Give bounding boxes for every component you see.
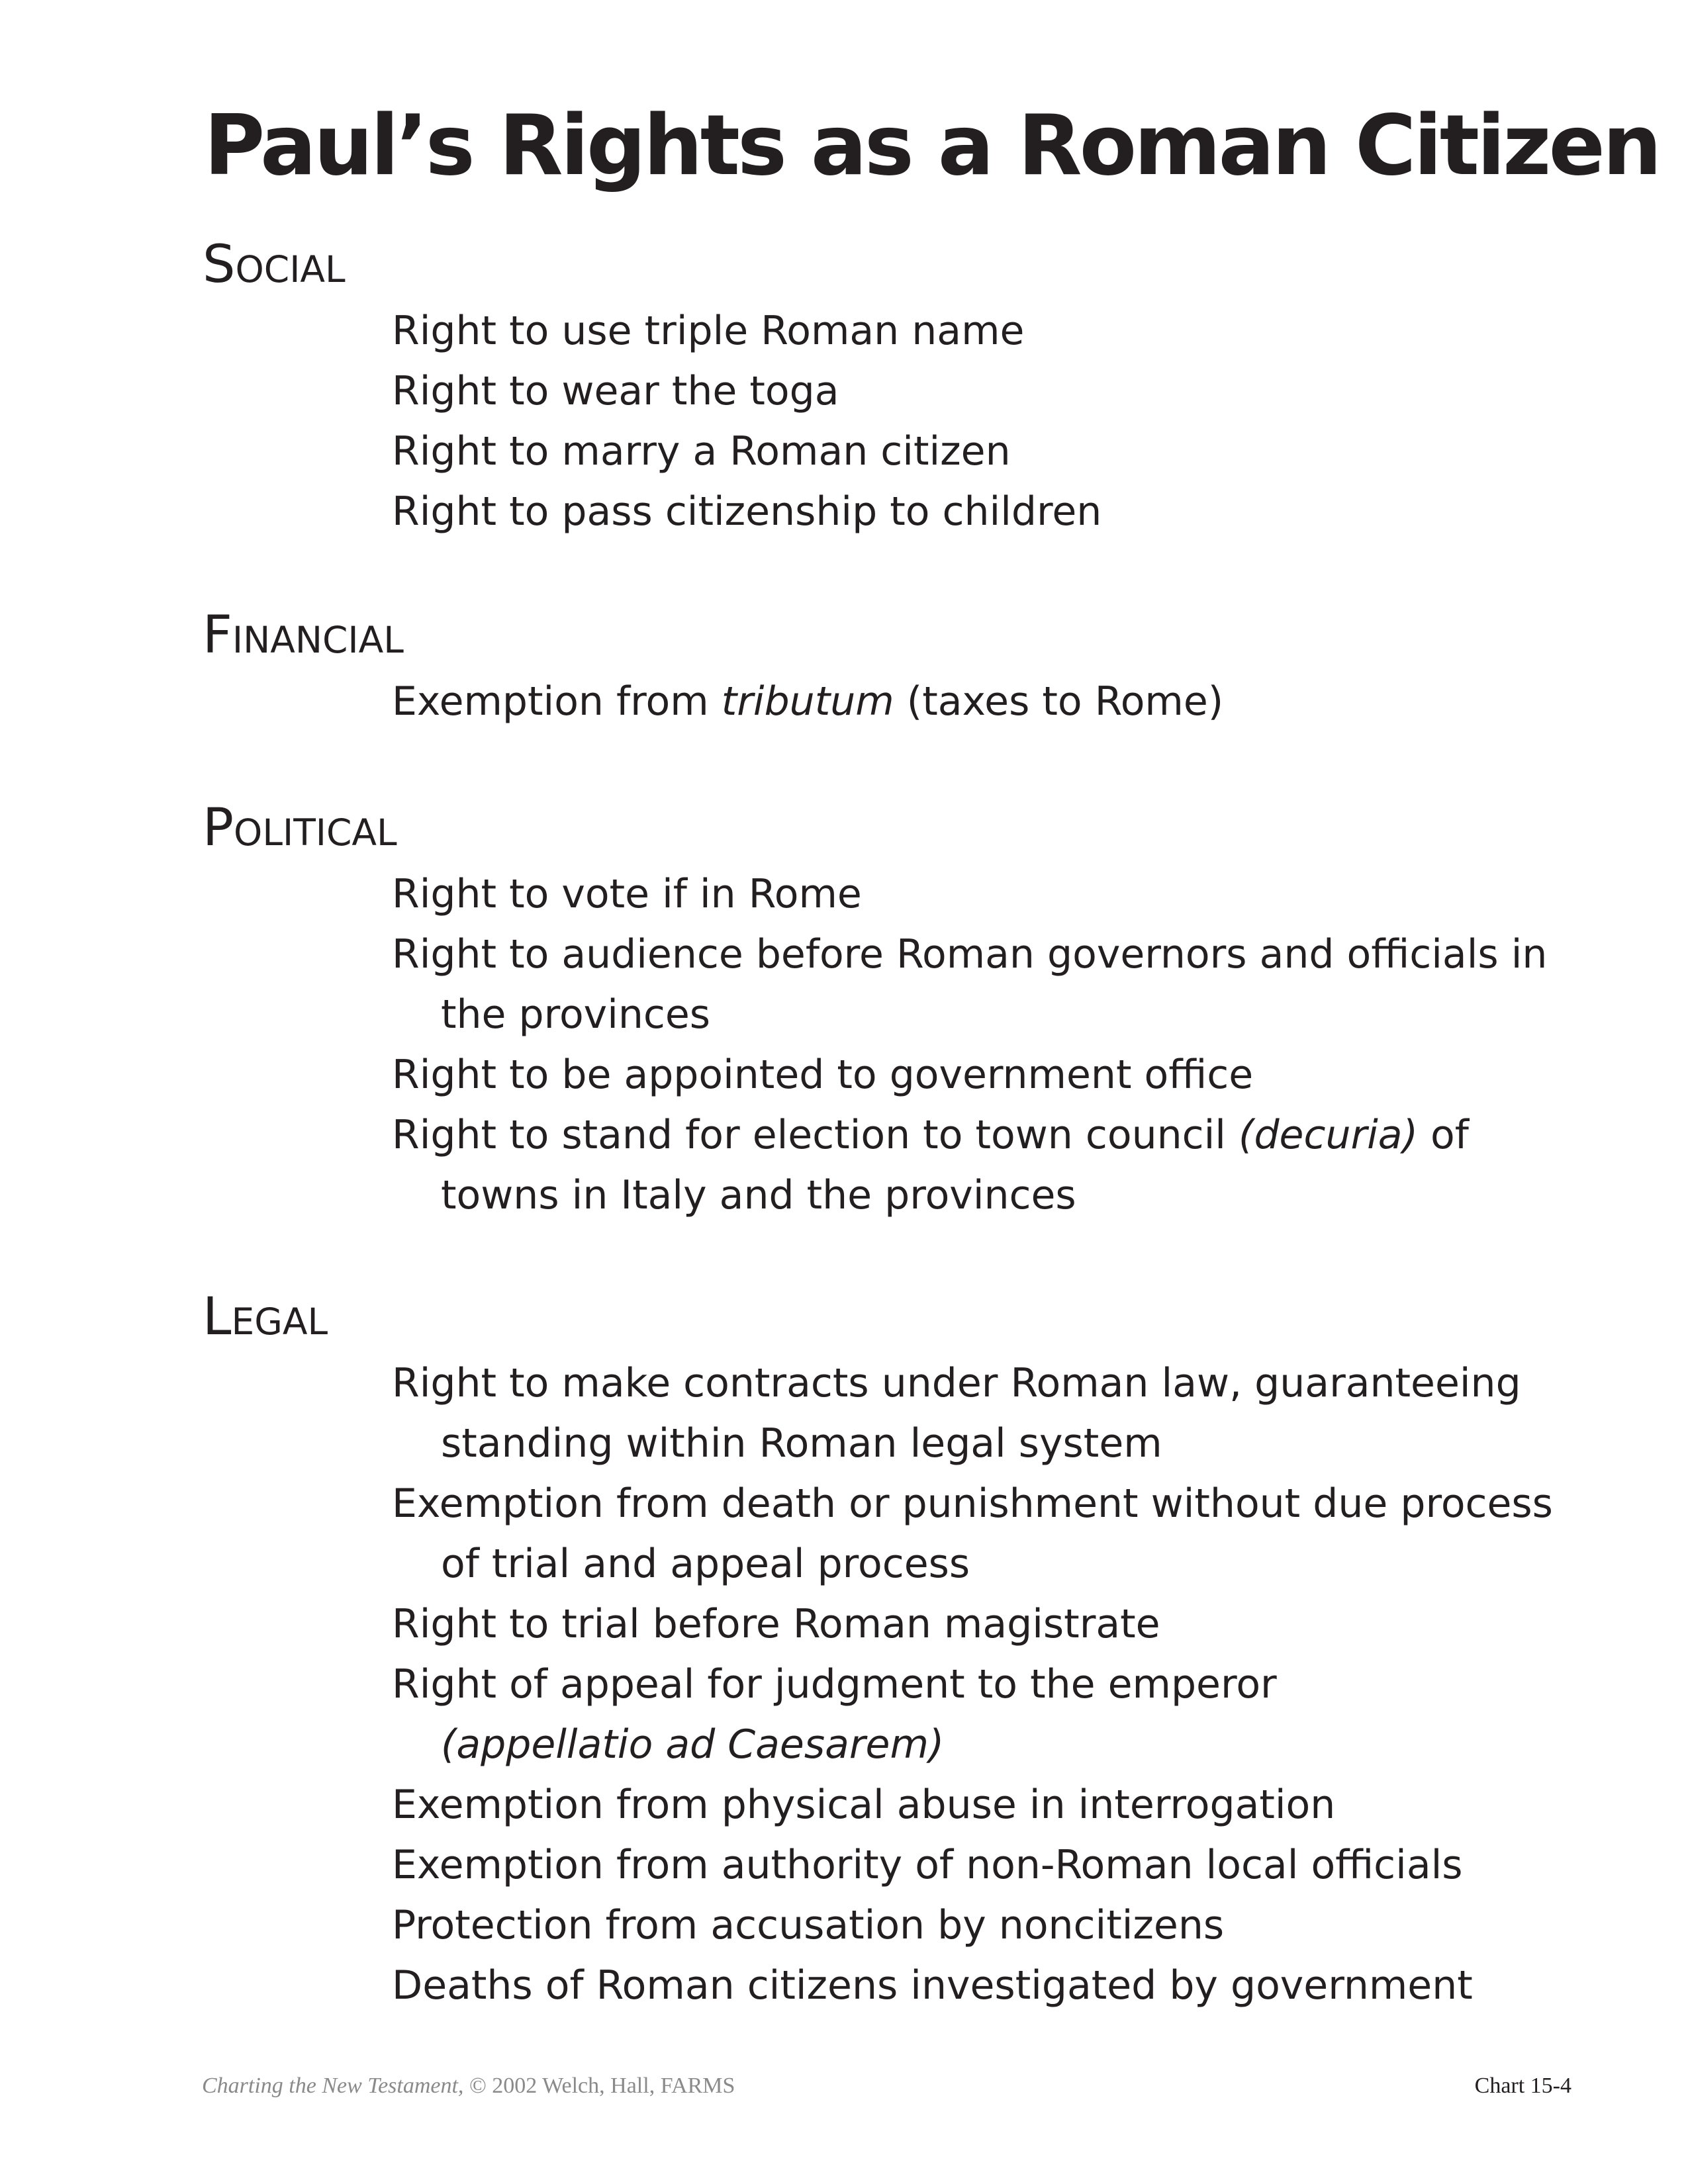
list-item: Right of appeal for judgment to the emperor (appellatio ad Caesarem): [392, 1661, 1277, 1768]
rights-list: [203, 301, 1593, 542]
list-item: Exemption from death or punishment without due process of trial and appeal process: [392, 1480, 1553, 1587]
list-item: Right to use triple Roman name: [392, 308, 1025, 354]
section-heading: Social: [203, 235, 346, 295]
list-item: Protection from accusation by noncitizens: [392, 1902, 1225, 1948]
latin-term: tributum: [721, 678, 894, 725]
list-item: Right to be appointed to government office: [392, 1052, 1254, 1098]
list-item: Right to vote if in Rome: [392, 871, 862, 917]
rights-list: [203, 672, 1593, 732]
rights-list: [203, 864, 1593, 1226]
section-political: [203, 792, 1593, 1226]
section-legal: [203, 1281, 1593, 2016]
list-item: Right to pass citizenship to children: [392, 488, 1102, 535]
list-item: Right to audience before Roman governors and officials in the provinces: [392, 931, 1548, 1038]
section-financial: [203, 599, 1593, 732]
page-title: Paul’s Rights as a Roman Citizen: [204, 97, 1660, 194]
footer-source-title: Charting the New Testament,: [202, 2073, 464, 2098]
list-item: Exemption from physical abuse in interrogation: [392, 1782, 1336, 1828]
rights-list: [203, 1353, 1593, 2016]
section-social: [203, 228, 1593, 542]
list-item: Exemption from tributum (taxes to Rome): [392, 678, 1224, 725]
list-item: Deaths of Roman citizens investigated by government: [392, 1962, 1473, 2009]
list-item: Right to stand for election to town council (decuria) of towns in Italy and the provinces: [392, 1112, 1469, 1218]
footer-source-credit: © 2002 Welch, Hall, FARMS: [463, 2073, 735, 2098]
footer-source: [202, 2071, 735, 2101]
list-item: Exemption from authority of non-Roman local officials: [392, 1842, 1463, 1888]
list-item: Right to make contracts under Roman law, guaranteeing standing within Roman legal system: [392, 1360, 1521, 1467]
section-heading: Political: [203, 798, 397, 858]
latin-term: (appellatio ad Caesarem): [441, 1721, 945, 1768]
latin-term: (decuria): [1239, 1112, 1418, 1158]
footer-chart-number: Chart 15-4: [1474, 2073, 1571, 2098]
list-item: Right to trial before Roman magistrate: [392, 1601, 1160, 1647]
list-item: Right to wear the toga: [392, 368, 839, 414]
list-item: Right to marry a Roman citizen: [392, 428, 1011, 475]
section-heading: Financial: [203, 606, 404, 665]
section-heading: Legal: [203, 1287, 328, 1347]
